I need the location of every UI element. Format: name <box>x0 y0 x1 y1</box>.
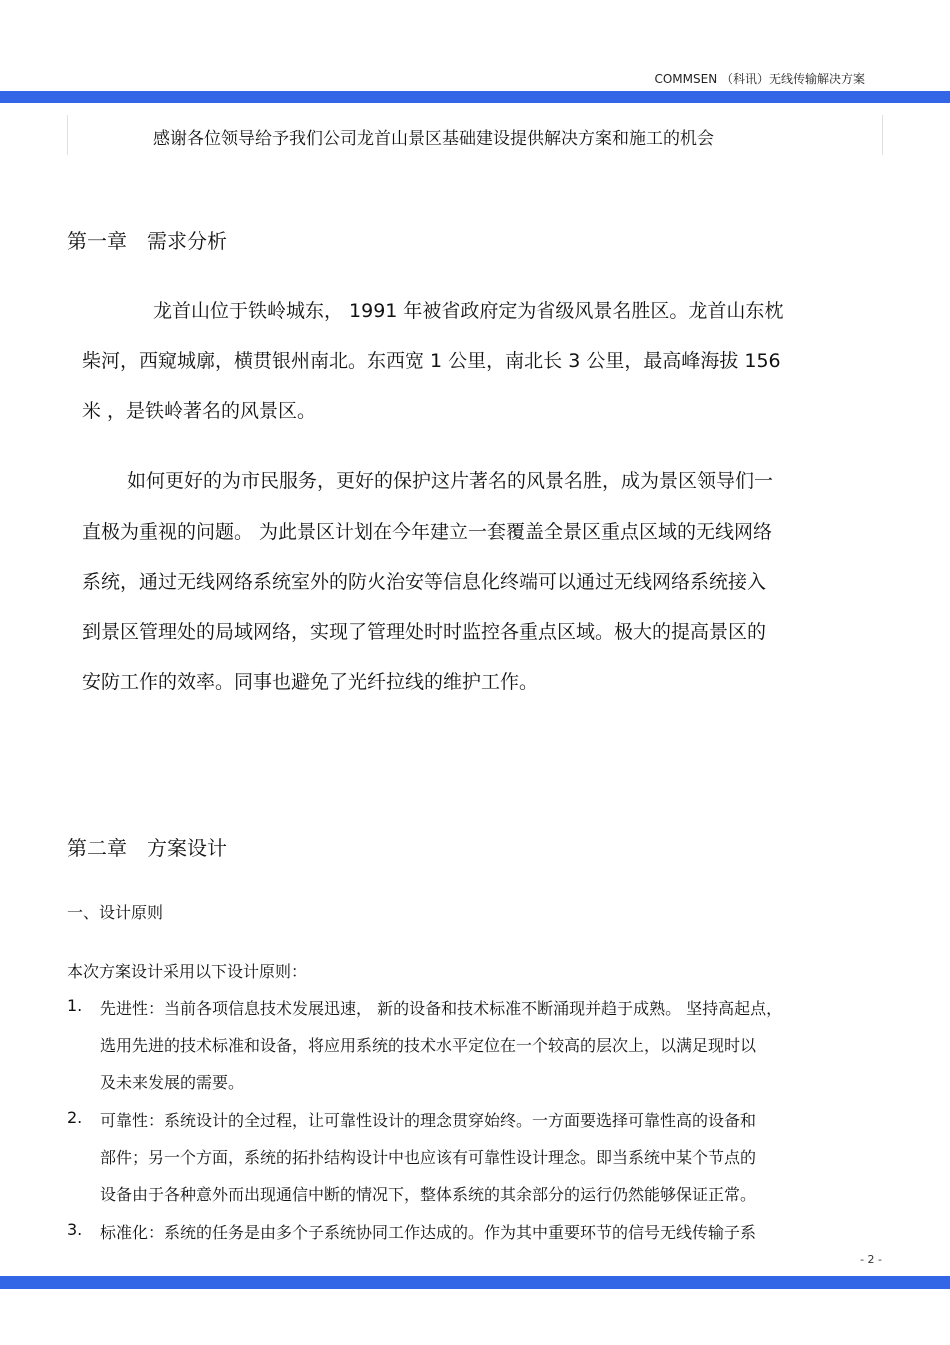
paragraph-line: 柴河，西窥城廓，横贯银州南北。东西宽 1 公里，南北长 3 公里，最高峰海拔 156 <box>82 350 781 372</box>
footer-accent-bar <box>0 1276 950 1289</box>
paragraph-line: 龙首山位于铁岭城东， 1991 年被省政府定为省级风景名胜区。龙首山东枕 <box>153 300 784 322</box>
paragraph-line: 如何更好的为市民服务，更好的保护这片著名的风景名胜，成为景区领导们一 <box>127 470 774 492</box>
list-item-line: 部件；另一个方面，系统的拓扑结构设计中也应该有可靠性设计理念。即当系统中某个节点的 <box>100 1148 757 1167</box>
header-accent-bar <box>0 91 950 103</box>
chapter2-heading <box>67 832 227 861</box>
list-item-number: 2. <box>67 1108 83 1127</box>
chapter1-number: 第一章 <box>67 229 127 253</box>
chapter1-title: 需求分析 <box>147 229 227 253</box>
list-item-line: 先进性：当前各项信息技术发展迅速， 新的设备和技术标准不断涌现并趋于成熟。 坚持高起点， <box>100 999 783 1018</box>
thanks-box-left-border <box>67 115 68 155</box>
paragraph-line: 直极为重视的问题。 为此景区计划在今年建立一套覆盖全景区重点区域的无线网络 <box>82 521 773 543</box>
list-item-line: 选用先进的技术标准和设备，将应用系统的技术水平定位在一个较高的层次上，以满足现时以 <box>100 1036 757 1055</box>
paragraph-line: 安防工作的效率。同事也避免了光纤拉线的维护工作。 <box>82 671 539 693</box>
paragraph-line: 米 ，是铁岭著名的风景区。 <box>82 400 317 422</box>
page-number: - 2 - <box>860 1253 882 1266</box>
list-item-line: 及未来发展的需要。 <box>100 1073 245 1092</box>
list-item-line: 标准化：系统的任务是由多个子系统协同工作达成的。作为其中重要环节的信号无线传输子系 <box>100 1223 757 1242</box>
chapter2-number: 第二章 <box>67 836 127 860</box>
thanks-line: 感谢各位领导给予我们公司龙首山景区基础建设提供解决方案和施工的机会 <box>153 129 714 149</box>
list-item-number: 3. <box>67 1220 83 1239</box>
list-item-line: 设备由于各种意外而出现通信中断的情况下，整体系统的其余部分的运行仍然能够保证正常。 <box>100 1185 757 1204</box>
thanks-box-right-border <box>882 115 883 155</box>
list-item-number: 1. <box>67 996 83 1015</box>
principles-intro: 本次方案设计采用以下设计原则： <box>67 962 308 981</box>
list-item-line: 可靠性：系统设计的全过程，让可靠性设计的理念贯穿始终。一方面要选择可靠性高的设备和 <box>100 1111 757 1130</box>
chapter1-heading <box>67 225 227 254</box>
paragraph-line: 到景区管理处的局域网络，实现了管理处时时监控各重点区域。极大的提高景区的 <box>82 621 767 643</box>
header-title: COMMSEN （科讯）无线传输解决方案 <box>654 72 865 86</box>
section-heading-design-principles: 一、设计原则 <box>67 903 164 922</box>
paragraph-line: 系统，通过无线网络系统室外的防火治安等信息化终端可以通过无线网络系统接入 <box>82 571 767 593</box>
chapter2-title: 方案设计 <box>147 836 227 860</box>
